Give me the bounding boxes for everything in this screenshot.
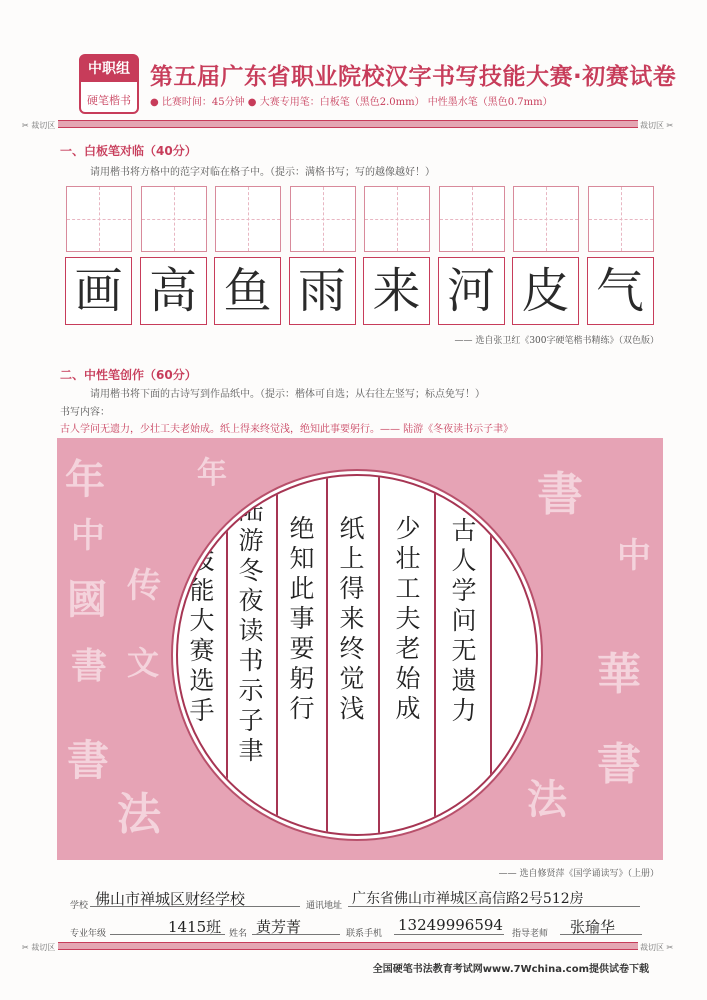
practice-cell[interactable] bbox=[513, 186, 579, 252]
watermark-glyph: 文 bbox=[127, 644, 160, 682]
margin-label-top-right bbox=[640, 120, 673, 131]
content-label: 书写内容： bbox=[60, 407, 110, 418]
practice-cell[interactable] bbox=[141, 186, 207, 252]
teacher-field[interactable]: 张瑜华 bbox=[570, 918, 616, 936]
name-underline bbox=[252, 934, 340, 935]
margin-label-text: 裁切区 bbox=[31, 943, 56, 952]
practice-cell[interactable] bbox=[364, 186, 430, 252]
section2-source: —— 选自修贤萍《国学诵读写》（上册） bbox=[498, 869, 659, 879]
poem-column: 技 能 大 赛 选 手 bbox=[189, 546, 215, 725]
watermark-glyph: 法 bbox=[527, 776, 567, 823]
model-character: 河 bbox=[438, 257, 505, 325]
badge-style: 硬笔楷书 bbox=[87, 94, 131, 107]
model-character: 鱼 bbox=[214, 257, 281, 325]
scissors-icon: ✂ bbox=[22, 943, 29, 952]
model-character: 画 bbox=[65, 257, 132, 325]
section2-instruction: 请用楷书将下面的古诗写到作品纸中。（提示：楷体可自选；从右往左竖写；标点免写！） bbox=[90, 389, 485, 400]
badge-group: 中职组 bbox=[81, 56, 137, 82]
section1-title: 一、白板笔对临（40分） bbox=[60, 144, 197, 158]
major-field[interactable]: 1415班 bbox=[168, 918, 222, 936]
poem-content: 古人学问无遗力，少壮工夫老始成。纸上得来终觉浅，绝知此事要躬行。—— 陆游《冬夜读书示子聿》 bbox=[60, 424, 514, 435]
poem-column: 纸 上 得 来 终 觉 浅 bbox=[339, 514, 365, 723]
practice-cell[interactable] bbox=[439, 186, 505, 252]
watermark-glyph: 書 bbox=[537, 467, 583, 521]
category-badge bbox=[79, 54, 139, 114]
margin-label-text: 裁切区 bbox=[640, 121, 664, 130]
margin-label-top-left bbox=[22, 120, 55, 131]
practice-cell[interactable] bbox=[66, 186, 132, 252]
major-label: 专业年级 bbox=[70, 929, 107, 939]
watermark-glyph: 書 bbox=[597, 739, 641, 790]
watermark-glyph: 传 bbox=[127, 566, 161, 606]
margin-label-text: 裁切区 bbox=[31, 121, 56, 130]
model-character: 气 bbox=[587, 257, 654, 325]
exam-info: ● 比赛时间：45分钟 ● 大赛专用笔：白板笔（黑色2.0mm） 中性墨水笔（黑色0.7mm） bbox=[150, 97, 553, 108]
watermark-glyph: 中 bbox=[617, 536, 651, 576]
poem-circle bbox=[176, 474, 538, 836]
teacher-underline bbox=[560, 934, 642, 935]
watermark-glyph: 年 bbox=[197, 456, 227, 491]
exam-title: 第五届广东省职业院校汉字书写技能大赛·初赛试卷 bbox=[150, 64, 677, 90]
watermark-glyph: 書 bbox=[67, 736, 110, 785]
school-label: 学校 bbox=[70, 901, 89, 911]
top-cut-band bbox=[58, 120, 638, 128]
margin-label-bottom-right bbox=[640, 942, 673, 953]
margin-label-text: 裁切区 bbox=[640, 943, 664, 952]
section2-title: 二、中性笔创作（60分） bbox=[60, 368, 197, 382]
margin-label-bottom-left bbox=[22, 942, 55, 953]
poem-column: 古 人 学 问 无 遗 力 bbox=[451, 516, 477, 725]
name-label: 姓名 bbox=[229, 929, 248, 939]
model-character: 高 bbox=[140, 257, 207, 325]
bottom-cut-band bbox=[58, 942, 638, 950]
watermark-glyph: 年 bbox=[65, 456, 105, 503]
name-field[interactable]: 黄芳菁 bbox=[256, 918, 302, 936]
watermark-glyph: 書 bbox=[71, 645, 108, 687]
practice-cell[interactable] bbox=[588, 186, 654, 252]
major-underline bbox=[110, 934, 225, 935]
poem-column: 绝 知 此 事 要 躬 行 bbox=[289, 514, 315, 723]
column-rule bbox=[276, 476, 278, 834]
section1-source: —— 选自张卫红《300字硬笔楷书精练》（双色版） bbox=[454, 336, 659, 346]
poem-column: 陆 游 冬 夜 读 书 示 子 聿 bbox=[238, 496, 264, 765]
scissors-icon: ✂ bbox=[666, 943, 674, 952]
school-field[interactable]: 佛山市禅城区财经学校 bbox=[95, 890, 246, 908]
phone-field[interactable]: 13249996594 bbox=[398, 916, 503, 934]
address-label: 通讯地址 bbox=[306, 901, 343, 911]
address-underline bbox=[348, 906, 640, 907]
address-field[interactable]: 广东省佛山市禅城区高信路2号512房 bbox=[352, 891, 584, 907]
column-rule bbox=[434, 476, 436, 834]
watermark-glyph: 國 bbox=[67, 576, 107, 623]
watermark-glyph: 法 bbox=[117, 789, 161, 840]
teacher-label: 指导老师 bbox=[512, 929, 549, 939]
model-character: 雨 bbox=[289, 257, 356, 325]
column-rule bbox=[226, 476, 228, 834]
section1-instruction: 请用楷书将方格中的范字对临在格子中。（提示：满格书写；写的越像越好！） bbox=[90, 167, 435, 178]
poem-column: 少 壮 工 夫 老 始 成 bbox=[395, 514, 421, 723]
practice-cell[interactable] bbox=[215, 186, 281, 252]
practice-cell[interactable] bbox=[290, 186, 356, 252]
phone-label: 联系手机 bbox=[346, 929, 383, 939]
model-character: 来 bbox=[363, 257, 430, 325]
column-rule bbox=[490, 476, 492, 834]
footer-text: 全国硬笔书法教育考试网www.7Wchina.com提供试卷下载 bbox=[372, 964, 649, 975]
column-rule bbox=[326, 476, 328, 834]
model-character: 皮 bbox=[512, 257, 579, 325]
scissors-icon: ✂ bbox=[22, 121, 29, 130]
column-rule bbox=[378, 476, 380, 834]
watermark-glyph: 華 bbox=[597, 649, 641, 700]
scissors-icon: ✂ bbox=[666, 121, 674, 130]
phone-underline bbox=[394, 934, 504, 935]
school-underline bbox=[90, 906, 300, 907]
watermark-glyph: 中 bbox=[71, 516, 105, 556]
